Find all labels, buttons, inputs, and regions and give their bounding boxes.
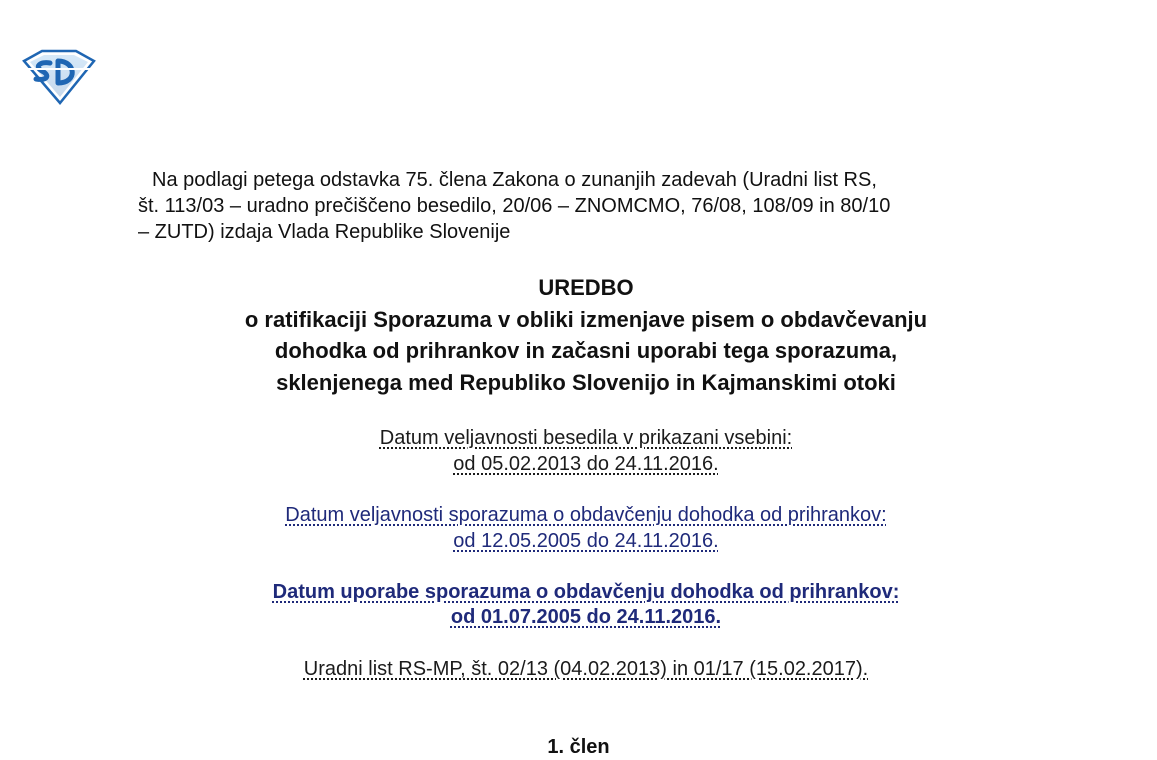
title-line: dohodka od prihrankov in začasni uporabi tega sporazuma,	[274, 338, 898, 363]
title-heading: UREDBO	[538, 275, 634, 300]
agreement-application-label	[0, 579, 1157, 605]
agreement-validity-label	[0, 502, 1157, 528]
agreement-application-label-link[interactable]: Datum uporabe sporazuma o obdavčenju dohodka od prihrankov:	[272, 581, 900, 603]
text-validity-range-link[interactable]: od 05.02.2013 do 24.11.2016.	[453, 453, 719, 475]
gazette-reference-link[interactable]: Uradni list RS-MP, št. 02/13 (04.02.2013) in 01/17 (15.02.2017).	[303, 658, 869, 680]
text-validity-label-link[interactable]: Datum veljavnosti besedila v prikazani vsebini:	[379, 427, 793, 449]
title-line: o ratifikaciji Sporazuma v obliki izmenjave pisem o obdavčevanju	[244, 306, 928, 332]
gazette-reference	[0, 656, 1157, 682]
preamble	[138, 167, 1038, 245]
agreement-validity-range	[0, 528, 1157, 554]
preamble-line: Na podlagi petega odstavka 75. člena Zakona o zunanjih zadevah (Uradni list RS,	[152, 169, 877, 191]
text-validity-range	[0, 451, 1157, 477]
agreement-application-range	[0, 604, 1157, 630]
preamble-line: – ZUTD) izdaja Vlada Republike Slovenije	[138, 221, 511, 243]
agreement-validity-label-link[interactable]: Datum veljavnosti sporazuma o obdavčenju dohodka od prihrankov:	[285, 504, 887, 526]
text-validity-label	[0, 425, 1157, 451]
agreement-validity-range-link[interactable]: od 12.05.2005 do 24.11.2016.	[453, 530, 719, 552]
agreement-application-range-link[interactable]: od 01.07.2005 do 24.11.2016.	[450, 606, 722, 628]
preamble-line: št. 113/03 – uradno prečiščeno besedilo, 20/06 – ZNOMCMO, 76/08, 108/09 in 80/10	[138, 195, 891, 217]
title-line: sklenjenega med Republiko Slovenijo in Kajmanskimi otoki	[276, 369, 896, 395]
article-heading: 1. člen	[547, 736, 610, 758]
document-title	[0, 272, 1157, 398]
sd-logo-icon	[20, 47, 98, 105]
